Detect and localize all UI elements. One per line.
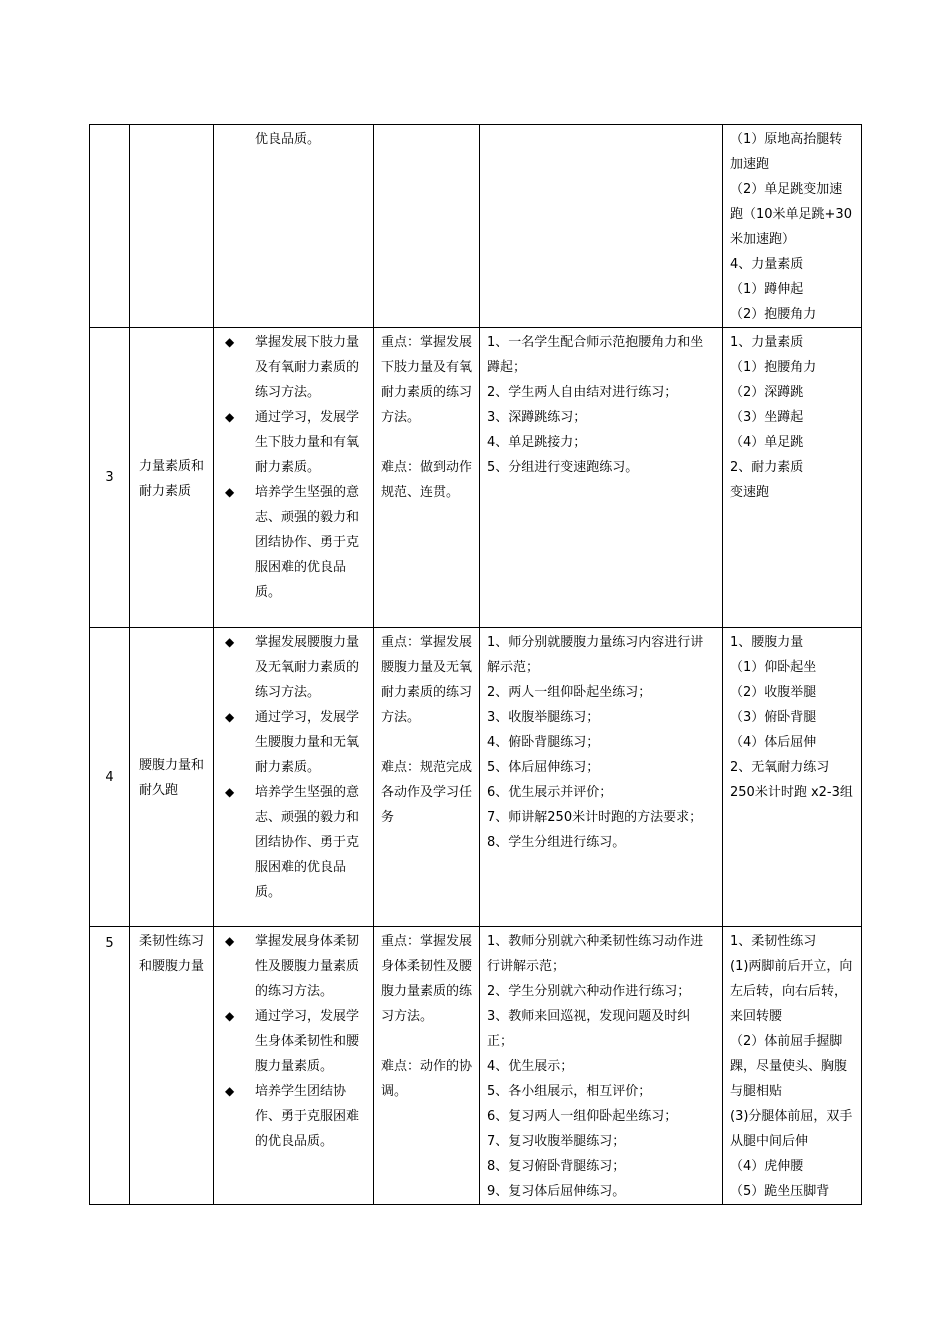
row-content — [723, 927, 862, 1205]
goal-text: 培养学生坚强的意志、顽强的毅力和团结协作、勇于克服困难的优良品质。 — [255, 485, 360, 600]
content-line: 1、力量素质 — [730, 335, 804, 350]
content-line: （2）体前屈手握脚踝，尽量使头、胸腹与腿相贴 — [730, 1034, 848, 1099]
content-line: (1)两脚前后开立，向左后转，向右后转，来回转腰 — [730, 959, 853, 1024]
goal-item — [221, 1079, 367, 1154]
goal-text: 通过学习，发展学生腰腹力量和无氧耐力素质。 — [255, 710, 360, 775]
content-line: （1）抱腰角力 — [730, 360, 817, 375]
table-row — [90, 927, 862, 1205]
goal-item — [221, 929, 367, 1004]
content-line: （3）俯卧背腿 — [730, 710, 817, 725]
diamond-bullet-icon: ◆ — [225, 635, 235, 649]
difficulty-text: 难点：做到动作规范、连贯。 — [381, 460, 473, 500]
content-line: 变速跑 — [730, 485, 770, 500]
row-content — [723, 328, 862, 628]
diamond-bullet-icon: ◆ — [225, 1084, 235, 1098]
focus-text: 重点：掌握发展身体柔韧性及腰腹力量素质的练习方法。 — [381, 934, 473, 1024]
row-process — [480, 125, 723, 328]
row-process — [480, 328, 723, 628]
goal-text: 通过学习，发展学生身体柔韧性和腰腹力量素质。 — [255, 1009, 360, 1074]
row-topic: 柔韧性练习和腰腹力量 — [130, 927, 214, 1205]
process-step: 3、收腹举腿练习； — [487, 710, 600, 725]
process-step: 4、俯卧背腿练习； — [487, 735, 600, 750]
process-step: 4、单足跳接力； — [487, 435, 587, 450]
process-step: 3、深蹲跳练习； — [487, 410, 587, 425]
row-process — [480, 927, 723, 1205]
row-topic: 力量素质和耐力素质 — [130, 328, 214, 628]
lesson-plan-table — [89, 124, 862, 1205]
row-key-points — [374, 125, 480, 328]
row-content — [723, 125, 862, 328]
difficulty-text: 难点：规范完成各动作及学习任务 — [381, 760, 473, 825]
content-line: （1）原地高抬腿转加速跑 — [730, 132, 843, 172]
row-process — [480, 628, 723, 927]
goal-text: 通过学习，发展学生下肢力量和有氧耐力素质。 — [255, 410, 360, 475]
row-number: 5 — [90, 927, 130, 1205]
content-line: (3)分腿体前屈，双手从腿中间后伸 — [730, 1109, 853, 1149]
goal-text: 掌握发展腰腹力量及无氧耐力素质的练习方法。 — [255, 635, 360, 700]
diamond-bullet-icon: ◆ — [225, 335, 235, 349]
row-key-points — [374, 927, 480, 1205]
row-topic — [130, 125, 214, 328]
process-step: 2、两人一组仰卧起坐练习； — [487, 685, 652, 700]
content-line: （2）抱腰角力 — [730, 307, 817, 322]
row-key-points — [374, 628, 480, 927]
goal-text: 掌握发展下肢力量及有氧耐力素质的练习方法。 — [255, 335, 360, 400]
diamond-bullet-icon: ◆ — [225, 785, 235, 799]
goal-item — [221, 127, 367, 152]
diamond-bullet-icon: ◆ — [225, 485, 235, 499]
process-step: 1、教师分别就六种柔韧性练习动作进行讲解示范； — [487, 934, 704, 974]
row-topic: 腰腹力量和耐久跑 — [130, 628, 214, 927]
goal-item — [221, 1004, 367, 1079]
content-line: （4）虎伸腰 — [730, 1159, 804, 1174]
content-line: 250米计时跑 x2-3组 — [730, 785, 853, 800]
content-line: （2）单足跳变加速跑（10米单足跳+30米加速跑） — [730, 182, 852, 247]
process-step: 5、各小组展示，相互评价； — [487, 1084, 652, 1099]
focus-text: 重点：掌握发展下肢力量及有氧耐力素质的练习方法。 — [381, 335, 473, 425]
process-step: 5、体后屈伸练习； — [487, 760, 600, 775]
content-line: （4）体后屈伸 — [730, 735, 817, 750]
goal-item — [221, 480, 367, 605]
goal-text: 掌握发展身体柔韧性及腰腹力量素质的练习方法。 — [255, 934, 360, 999]
difficulty-text: 难点：动作的协调。 — [381, 1059, 473, 1099]
process-step: 1、一名学生配合师示范抱腰角力和坐蹲起； — [487, 335, 704, 375]
table-row — [90, 328, 862, 628]
row-goals — [214, 125, 374, 328]
row-key-points — [374, 328, 480, 628]
row-goals — [214, 927, 374, 1205]
goal-text: 培养学生坚强的意志、顽强的毅力和团结协作、勇于克服困难的优良品质。 — [255, 785, 360, 900]
process-step: 7、师讲解250米计时跑的方法要求； — [487, 810, 703, 825]
diamond-bullet-icon: ◆ — [225, 410, 235, 424]
content-line: 4、力量素质 — [730, 257, 804, 272]
process-step: 5、分组进行变速跑练习。 — [487, 460, 639, 475]
goal-item — [221, 705, 367, 780]
row-content — [723, 628, 862, 927]
content-line: （1）仰卧起坐 — [730, 660, 817, 675]
goal-item — [221, 405, 367, 480]
table-row — [90, 125, 862, 328]
content-line: 2、无氧耐力练习 — [730, 760, 830, 775]
focus-text: 重点：掌握发展腰腹力量及无氧耐力素质的练习方法。 — [381, 635, 473, 725]
diamond-bullet-icon: ◆ — [225, 710, 235, 724]
row-goals — [214, 628, 374, 927]
process-step: 7、复习收腹举腿练习； — [487, 1134, 626, 1149]
content-line: 1、腰腹力量 — [730, 635, 804, 650]
goal-item — [221, 780, 367, 905]
content-line: （4）单足跳 — [730, 435, 804, 450]
content-line: （2）深蹲跳 — [730, 385, 804, 400]
process-step: 8、复习俯卧背腿练习； — [487, 1159, 626, 1174]
row-goals — [214, 328, 374, 628]
content-line: （1）蹲伸起 — [730, 282, 804, 297]
process-step: 4、优生展示； — [487, 1059, 574, 1074]
process-step: 6、优生展示并评价； — [487, 785, 613, 800]
content-line: 2、耐力素质 — [730, 460, 804, 475]
goal-item — [221, 330, 367, 405]
row-number: 3 — [90, 328, 130, 628]
table-row — [90, 628, 862, 927]
process-step: 2、学生分别就六种动作进行练习； — [487, 984, 691, 999]
goal-text: 优良品质。 — [255, 132, 321, 147]
goal-item — [221, 630, 367, 705]
process-step: 3、教师来回巡视，发现问题及时纠正； — [487, 1009, 691, 1049]
process-step: 1、师分别就腰腹力量练习内容进行讲解示范； — [487, 635, 704, 675]
process-step: 9、复习体后屈伸练习。 — [487, 1184, 626, 1199]
goal-text: 培养学生团结协作、勇于克服困难的优良品质。 — [255, 1084, 360, 1149]
content-line: （2）收腹举腿 — [730, 685, 817, 700]
row-number — [90, 125, 130, 328]
content-line: （3）坐蹲起 — [730, 410, 804, 425]
row-number: 4 — [90, 628, 130, 927]
diamond-bullet-icon: ◆ — [225, 934, 235, 948]
content-line: 1、柔韧性练习 — [730, 934, 817, 949]
process-step: 6、复习两人一组仰卧起坐练习； — [487, 1109, 678, 1124]
process-step: 8、学生分组进行练习。 — [487, 835, 626, 850]
content-line: （5）跪坐压脚背 — [730, 1184, 830, 1199]
process-step: 2、学生两人自由结对进行练习； — [487, 385, 678, 400]
diamond-bullet-icon: ◆ — [225, 1009, 235, 1023]
